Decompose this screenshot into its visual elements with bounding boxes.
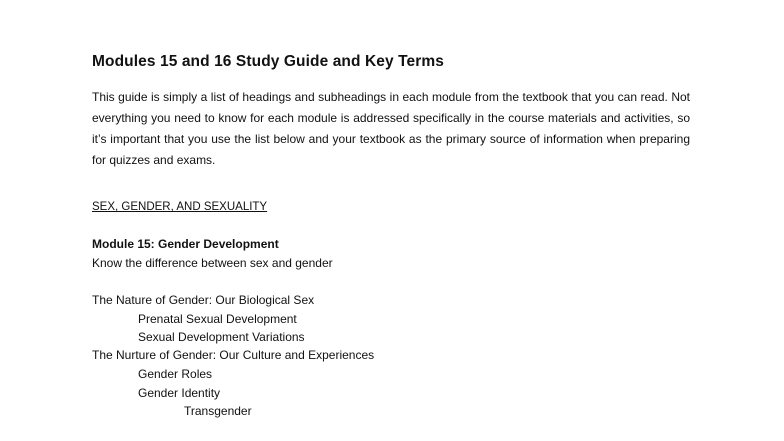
outline-item-level-1: The Nurture of Gender: Our Culture and Experiences xyxy=(92,348,375,362)
outline-item-level-2: Gender Identity xyxy=(138,386,221,400)
section-heading: SEX, GENDER, AND SEXUALITY xyxy=(92,201,268,213)
outline-item-level-3: Transgender xyxy=(184,404,252,418)
intro-paragraph xyxy=(92,87,690,171)
outline-item-level-2: Gender Roles xyxy=(138,367,213,381)
outline-item-level-2: Prenatal Sexual Development xyxy=(138,312,297,326)
outline-item-level-1: The Nature of Gender: Our Biological Sex xyxy=(92,293,315,307)
module-heading: Module 15: Gender Development xyxy=(92,237,279,251)
intro-text: This guide is simply a list of headings and subheadings in each module from the textbook that you can read. Not everything you need to know for each module is addressed specifically in the course materials and activities, so it’s important that you use the list below and your textbook as the primary source of information when preparing for quizzes and exams. xyxy=(92,90,690,167)
module-note: Know the difference between sex and gender xyxy=(92,256,333,270)
outline-item-level-2: Sexual Development Variations xyxy=(138,330,305,344)
page-title: Modules 15 and 16 Study Guide and Key Terms xyxy=(92,53,444,70)
